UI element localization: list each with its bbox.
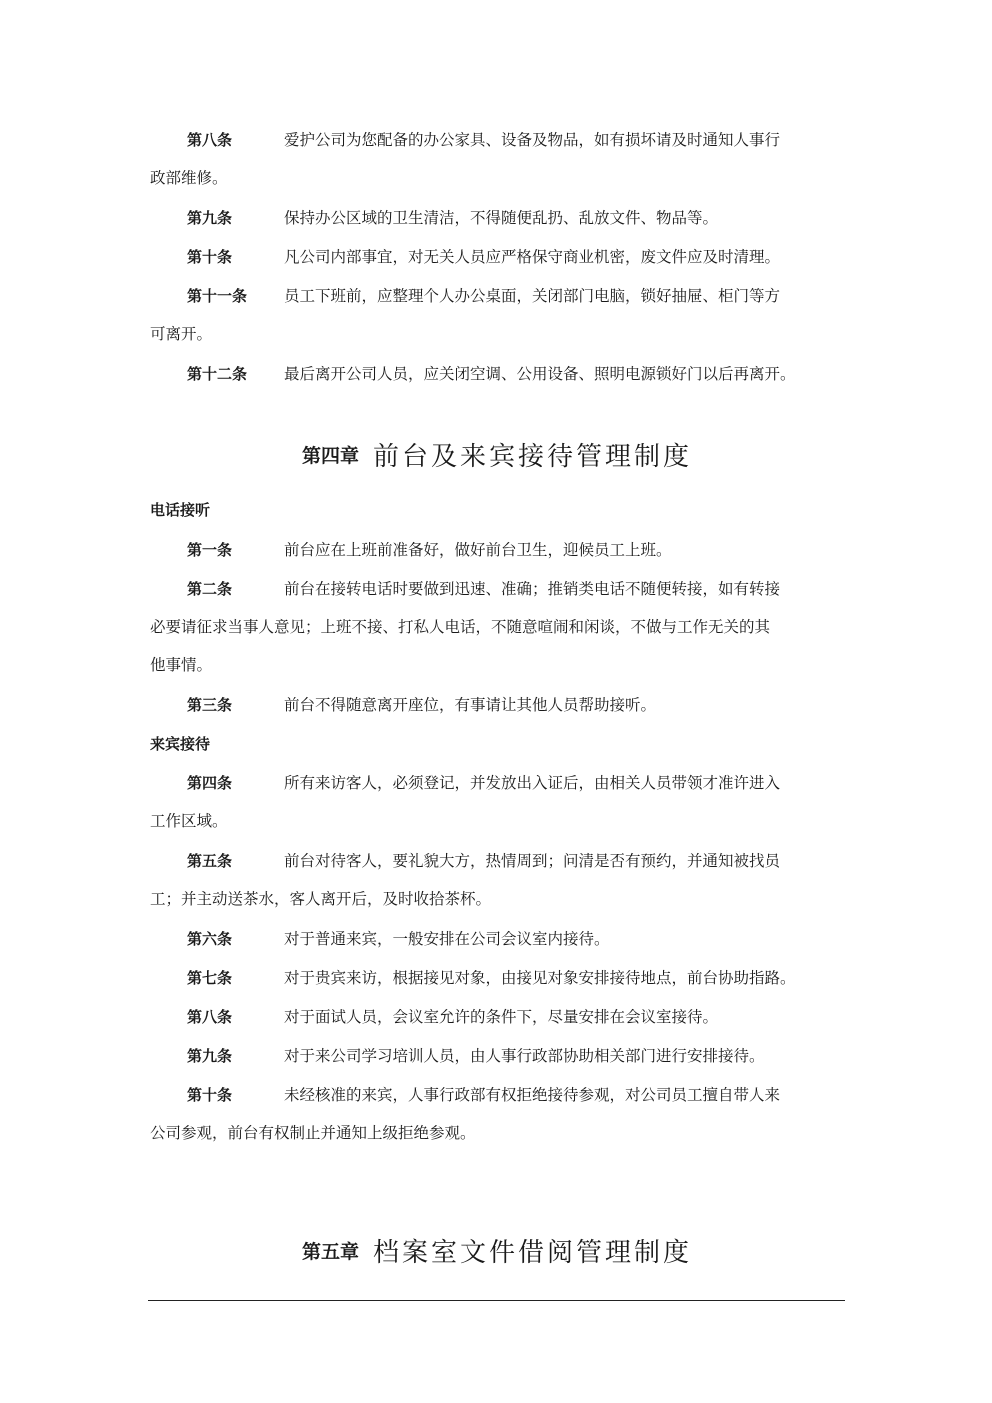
article-number: 第九条 <box>187 1047 233 1065</box>
article-text-line: 对于贵宾来访，根据接见对象，由接见对象安排接待地点，前台协助指路。 <box>284 969 796 987</box>
article-3 <box>150 686 844 724</box>
chapter-title: 前台及来宾接待管理制度 <box>373 442 693 472</box>
article-number: 第十一条 <box>187 287 248 305</box>
article-text-line: 最后离开公司人员，应关闭空调、公用设备、照明电源锁好门以后再离开。 <box>284 365 796 383</box>
article-2 <box>150 570 844 684</box>
article-6 <box>150 920 844 958</box>
chapter-number: 第四章 <box>301 445 359 467</box>
article-text-line: 未经核准的来宾，人事行政部有权拒绝接待参观，对公司员工擅自带人来 <box>284 1086 781 1104</box>
article-number: 第四条 <box>187 774 233 792</box>
article-text-line: 前台在接转电话时要做到迅速、准确；推销类电话不随便转接，如有转接 <box>284 580 781 598</box>
article-10-sec3 <box>150 238 844 276</box>
article-number: 第十条 <box>187 248 233 266</box>
article-8-sec3 <box>150 121 844 197</box>
article-text-line: 所有来访客人，必须登记，并发放出入证后，由相关人员带领才准许进入 <box>284 774 781 792</box>
article-number: 第三条 <box>187 696 233 714</box>
article-text-line: 政部维修。 <box>150 169 228 187</box>
article-text-line: 工作区域。 <box>150 812 228 830</box>
article-text-line: 对于来公司学习培训人员，由人事行政部协助相关部门进行安排接待。 <box>284 1047 765 1065</box>
chapter-4-heading <box>150 436 844 473</box>
article-number: 第七条 <box>187 969 233 987</box>
article-text-line: 必要请征求当事人意见；上班不接、打私人电话，不随意喧闹和闲谈，不做与工作无关的其 <box>150 618 771 636</box>
article-11-sec3 <box>150 277 844 353</box>
chapter-5-heading <box>150 1232 844 1269</box>
subsection-heading-phone: 电话接听 <box>150 501 211 519</box>
article-text-line: 前台对待客人，要礼貌大方，热情周到；问清是否有预约，并通知被找员 <box>284 852 781 870</box>
article-text-line: 可离开。 <box>150 325 213 343</box>
article-5 <box>150 842 844 918</box>
article-1 <box>150 531 844 569</box>
article-10 <box>150 1076 844 1152</box>
article-text-line: 爱护公司为您配备的办公家具、设备及物品，如有损坏请及时通知人事行 <box>284 131 781 149</box>
article-text-line: 公司参观，前台有权制止并通知上级拒绝参观。 <box>150 1124 476 1142</box>
article-text-line: 保持办公区域的卫生清洁，不得随便乱扔、乱放文件、物品等。 <box>284 209 719 227</box>
article-12-sec3 <box>150 355 844 393</box>
chapter-number: 第五章 <box>301 1241 359 1263</box>
article-number: 第一条 <box>187 541 233 559</box>
article-8 <box>150 998 844 1036</box>
article-number: 第十条 <box>187 1086 233 1104</box>
document-page <box>150 0 844 1403</box>
article-text-line: 前台不得随意离开座位，有事请让其他人员帮助接听。 <box>284 696 657 714</box>
article-text-line: 工；并主动送茶水，客人离开后，及时收拾茶杯。 <box>150 890 492 908</box>
article-text-line: 前台应在上班前准备好，做好前台卫生，迎候员工上班。 <box>284 541 672 559</box>
article-number: 第六条 <box>187 930 233 948</box>
article-text-line: 凡公司内部事宜，对无关人员应严格保守商业机密，废文件应及时清理。 <box>284 248 781 266</box>
article-number: 第十二条 <box>187 365 248 383</box>
article-text-line: 对于面试人员，会议室允许的条件下，尽量安排在会议室接待。 <box>284 1008 719 1026</box>
article-number: 第五条 <box>187 852 233 870</box>
article-number: 第八条 <box>187 131 233 149</box>
article-9 <box>150 1037 844 1075</box>
chapter-title: 档案室文件借阅管理制度 <box>373 1238 693 1268</box>
page-bottom-rule <box>148 1300 845 1301</box>
article-7 <box>150 959 844 997</box>
article-number: 第八条 <box>187 1008 233 1026</box>
article-number: 第二条 <box>187 580 233 598</box>
article-text-line: 他事情。 <box>150 656 213 674</box>
subsection-heading-visitors: 来宾接待 <box>150 735 211 753</box>
article-text-line: 对于普通来宾，一般安排在公司会议室内接待。 <box>284 930 610 948</box>
article-number: 第九条 <box>187 209 233 227</box>
article-text-line: 员工下班前，应整理个人办公桌面，关闭部门电脑，锁好抽屉、柜门等方 <box>284 287 781 305</box>
article-4 <box>150 764 844 840</box>
article-9-sec3 <box>150 199 844 237</box>
